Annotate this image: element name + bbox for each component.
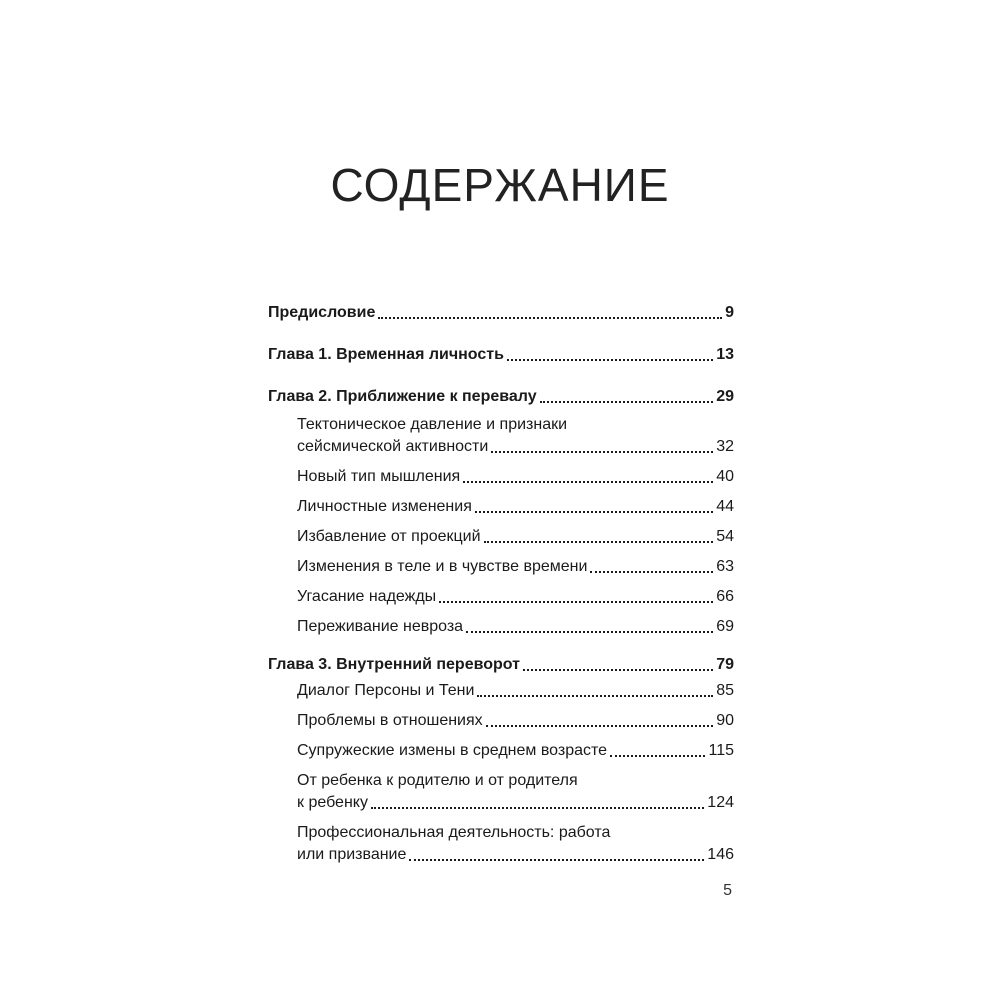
leader-dots	[610, 755, 705, 757]
toc-entry-page: 146	[707, 846, 734, 863]
toc-entry-title: Угасание надежды	[297, 588, 437, 605]
toc-entry-title: Супружеские измены в среднем возрасте	[297, 742, 608, 759]
toc-chapter-1[interactable]	[268, 344, 734, 366]
toc-entry-title-line1: От ребенка к родителю и от родителя	[297, 772, 578, 789]
toc-section-personality-changes[interactable]	[268, 496, 734, 518]
toc-entry-page: 29	[716, 388, 734, 405]
toc-entry-title: или призвание	[297, 846, 407, 863]
toc-section-work-calling[interactable]	[268, 822, 734, 866]
toc-entry-title-line1: Профессиональная деятельность: работа	[297, 824, 611, 841]
page-number: 5	[723, 882, 732, 899]
toc-entry-line2	[297, 792, 734, 814]
leader-dots	[491, 451, 713, 453]
toc-entry-title: Новый тип мышления	[297, 468, 461, 485]
toc-entry-page: 90	[716, 712, 734, 729]
toc-entry-page: 9	[725, 304, 734, 321]
toc-section-projections[interactable]	[268, 526, 734, 548]
toc-entry-page: 32	[716, 438, 734, 455]
page-title: СОДЕРЖАНИЕ	[330, 159, 670, 211]
toc-entry-page: 63	[716, 558, 734, 575]
toc-entry-page: 13	[716, 346, 734, 363]
toc-entry-page: 79	[716, 656, 734, 673]
toc-chapter-3[interactable]	[268, 654, 734, 676]
toc-entry-title: Глава 2. Приближение к перевалу	[268, 388, 537, 405]
toc-section-new-thinking[interactable]	[268, 466, 734, 488]
toc-chapter-2[interactable]	[268, 386, 734, 408]
leader-dots	[540, 401, 714, 403]
toc-entry-title: Глава 1. Временная личность	[268, 346, 504, 363]
toc-entry-page: 44	[716, 498, 734, 515]
toc-entry-title: к ребенку	[297, 794, 368, 811]
toc-entry-line2	[297, 436, 734, 458]
leader-dots	[378, 317, 722, 319]
leader-dots	[409, 859, 704, 861]
leader-dots	[507, 359, 713, 361]
leader-dots	[463, 481, 713, 483]
leader-dots	[466, 631, 713, 633]
toc-section-tectonic[interactable]	[268, 414, 734, 458]
leader-dots	[475, 511, 713, 513]
toc-entry-page: 124	[707, 794, 734, 811]
toc-entry-title: Изменения в теле и в чувстве времени	[297, 558, 588, 575]
table-of-contents	[268, 302, 734, 866]
toc-entry-title: Проблемы в отношениях	[297, 712, 483, 729]
leader-dots	[486, 725, 714, 727]
toc-entry-title: Личностные изменения	[297, 498, 472, 515]
leader-dots	[523, 669, 713, 671]
toc-entry-title-line1: Тектоническое давление и признаки	[297, 416, 568, 433]
toc-section-body-time[interactable]	[268, 556, 734, 578]
leader-dots	[484, 541, 714, 543]
leader-dots	[590, 571, 713, 573]
leader-dots	[439, 601, 713, 603]
toc-entry-page: 115	[708, 742, 734, 759]
toc-section-persona-shadow[interactable]	[268, 680, 734, 702]
toc-entry-line2	[297, 844, 734, 866]
toc-entry-title: Переживание невроза	[297, 618, 464, 635]
toc-entry-title: сейсмической активности	[297, 438, 489, 455]
toc-entry-title: Избавление от проекций	[297, 528, 481, 545]
toc-entry-title: Диалог Персоны и Тени	[297, 682, 475, 699]
toc-entry-page: 66	[716, 588, 734, 605]
toc-entry-title: Предисловие	[268, 304, 376, 321]
leader-dots	[371, 807, 704, 809]
toc-entry-page: 69	[716, 618, 734, 635]
toc-entry-title: Глава 3. Внутренний переворот	[268, 656, 520, 673]
toc-entry-page: 40	[716, 468, 734, 485]
leader-dots	[477, 695, 713, 697]
toc-section-child-parent[interactable]	[268, 770, 734, 814]
toc-chapter-preface[interactable]	[268, 302, 734, 324]
toc-section-hope[interactable]	[268, 586, 734, 608]
toc-section-neurosis[interactable]	[268, 616, 734, 638]
toc-section-relationships[interactable]	[268, 710, 734, 732]
toc-entry-page: 85	[716, 682, 734, 699]
toc-section-infidelity[interactable]	[268, 740, 734, 762]
toc-entry-page: 54	[716, 528, 734, 545]
